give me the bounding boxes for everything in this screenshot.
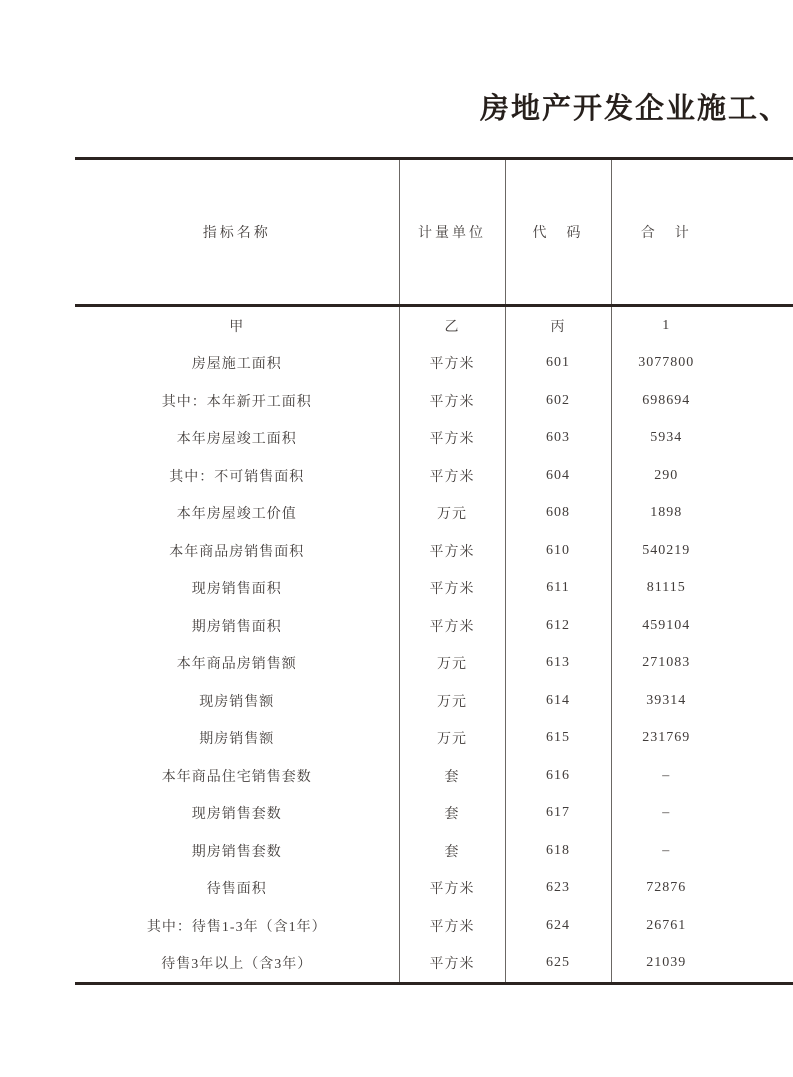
page-title: 房地产开发企业施工、 [480,93,791,125]
code-cell: 624 [505,907,611,945]
table-row [75,532,793,570]
filler-cell [721,795,793,833]
indicators-table [75,157,793,985]
unit-cell: 平方米 [399,382,505,420]
indicator-cell: 其中：待售1-3年（含1年） [75,907,399,945]
indicator-cell: 现房销售套数 [75,795,399,833]
filler-cell [721,495,793,533]
table-row [75,682,793,720]
total-cell: 459104 [642,617,691,633]
subheader-unit: 乙 [399,306,505,345]
col-header-total: 合 计 [611,159,721,306]
filler-cell [721,607,793,645]
code-cell: 603 [505,420,611,458]
code-cell: 623 [505,870,611,908]
indicator-cell: 本年商品房销售额 [75,645,399,683]
subheader-row [75,306,793,345]
code-cell: 613 [505,645,611,683]
table-row [75,907,793,945]
indicator-cell: 本年商品住宅销售套数 [75,757,399,795]
table-row [75,945,793,984]
col-header-unit: 计量单位 [399,159,505,306]
total-cell: 540219 [642,542,691,558]
col-header-code: 代 码 [505,159,611,306]
unit-cell: 平方米 [399,457,505,495]
unit-cell: 平方米 [399,945,505,984]
code-cell: 625 [505,945,611,984]
unit-cell: 万元 [399,720,505,758]
table-row [75,607,793,645]
code-cell: 608 [505,495,611,533]
filler-cell [721,945,793,984]
unit-cell: 平方米 [399,532,505,570]
code-cell: 604 [505,457,611,495]
table-row [75,720,793,758]
unit-cell: 平方米 [399,420,505,458]
unit-cell: 平方米 [399,345,505,383]
filler-cell [721,570,793,608]
filler-cell [721,870,793,908]
unit-cell: 平方米 [399,870,505,908]
total-cell: 231769 [642,730,691,746]
indicator-cell: 本年房屋竣工价值 [75,495,399,533]
indicator-cell: 现房销售面积 [75,570,399,608]
table-row [75,870,793,908]
table-row [75,457,793,495]
indicator-cell: 现房销售额 [75,682,399,720]
total-cell: 21039 [646,955,687,971]
filler-cell [721,306,793,345]
total-cell: 271083 [642,655,691,671]
unit-cell: 万元 [399,682,505,720]
code-cell: 612 [505,607,611,645]
indicator-cell: 本年商品房销售面积 [75,532,399,570]
code-cell: 616 [505,757,611,795]
total-cell: 1898 [650,505,683,521]
unit-cell: 平方米 [399,907,505,945]
filler-cell [721,382,793,420]
indicator-cell: 期房销售面积 [75,607,399,645]
filler-cell [721,682,793,720]
unit-cell: 平方米 [399,570,505,608]
table-row [75,645,793,683]
table-row [75,345,793,383]
filler-cell [721,757,793,795]
filler-cell [721,907,793,945]
total-cell: 72876 [646,880,687,896]
filler-cell [721,645,793,683]
indicator-cell: 期房销售套数 [75,832,399,870]
indicator-cell: 其中：不可销售面积 [75,457,399,495]
indicator-cell: 待售3年以上（含3年） [75,945,399,984]
table-row [75,495,793,533]
indicator-cell: 其中：本年新开工面积 [75,382,399,420]
subheader-indicator: 甲 [75,306,399,345]
code-cell: 617 [505,795,611,833]
table-row [75,382,793,420]
total-cell: – [662,805,671,821]
filler-cell [721,720,793,758]
code-cell: 615 [505,720,611,758]
total-cell: 26761 [646,917,687,933]
total-cell: 3077800 [638,355,695,371]
indicator-cell: 本年房屋竣工面积 [75,420,399,458]
unit-cell: 套 [399,757,505,795]
code-cell: 601 [505,345,611,383]
filler-cell [721,420,793,458]
col-header-indicator: 指标名称 [75,159,399,306]
code-cell: 618 [505,832,611,870]
indicator-cell: 期房销售额 [75,720,399,758]
indicator-cell: 房屋施工面积 [75,345,399,383]
total-cell: 698694 [642,392,691,408]
total-cell: 39314 [646,692,687,708]
total-cell: – [662,767,671,783]
code-cell: 614 [505,682,611,720]
unit-cell: 平方米 [399,607,505,645]
header-row [75,159,793,306]
table-row [75,420,793,458]
table-row [75,757,793,795]
total-cell: 290 [654,467,679,483]
total-cell: – [662,842,671,858]
filler-cell [721,532,793,570]
table-row [75,832,793,870]
code-cell: 611 [505,570,611,608]
filler-cell [721,457,793,495]
indicator-cell: 待售面积 [75,870,399,908]
filler-cell [721,832,793,870]
table-row [75,795,793,833]
unit-cell: 套 [399,832,505,870]
subheader-code: 丙 [505,306,611,345]
total-cell: 5934 [650,430,683,446]
code-cell: 602 [505,382,611,420]
unit-cell: 套 [399,795,505,833]
code-cell: 610 [505,532,611,570]
subheader-total: 1 [662,317,671,333]
table-row [75,570,793,608]
unit-cell: 万元 [399,495,505,533]
total-cell: 81115 [646,580,686,596]
unit-cell: 万元 [399,645,505,683]
filler-cell [721,159,793,306]
filler-cell [721,345,793,383]
